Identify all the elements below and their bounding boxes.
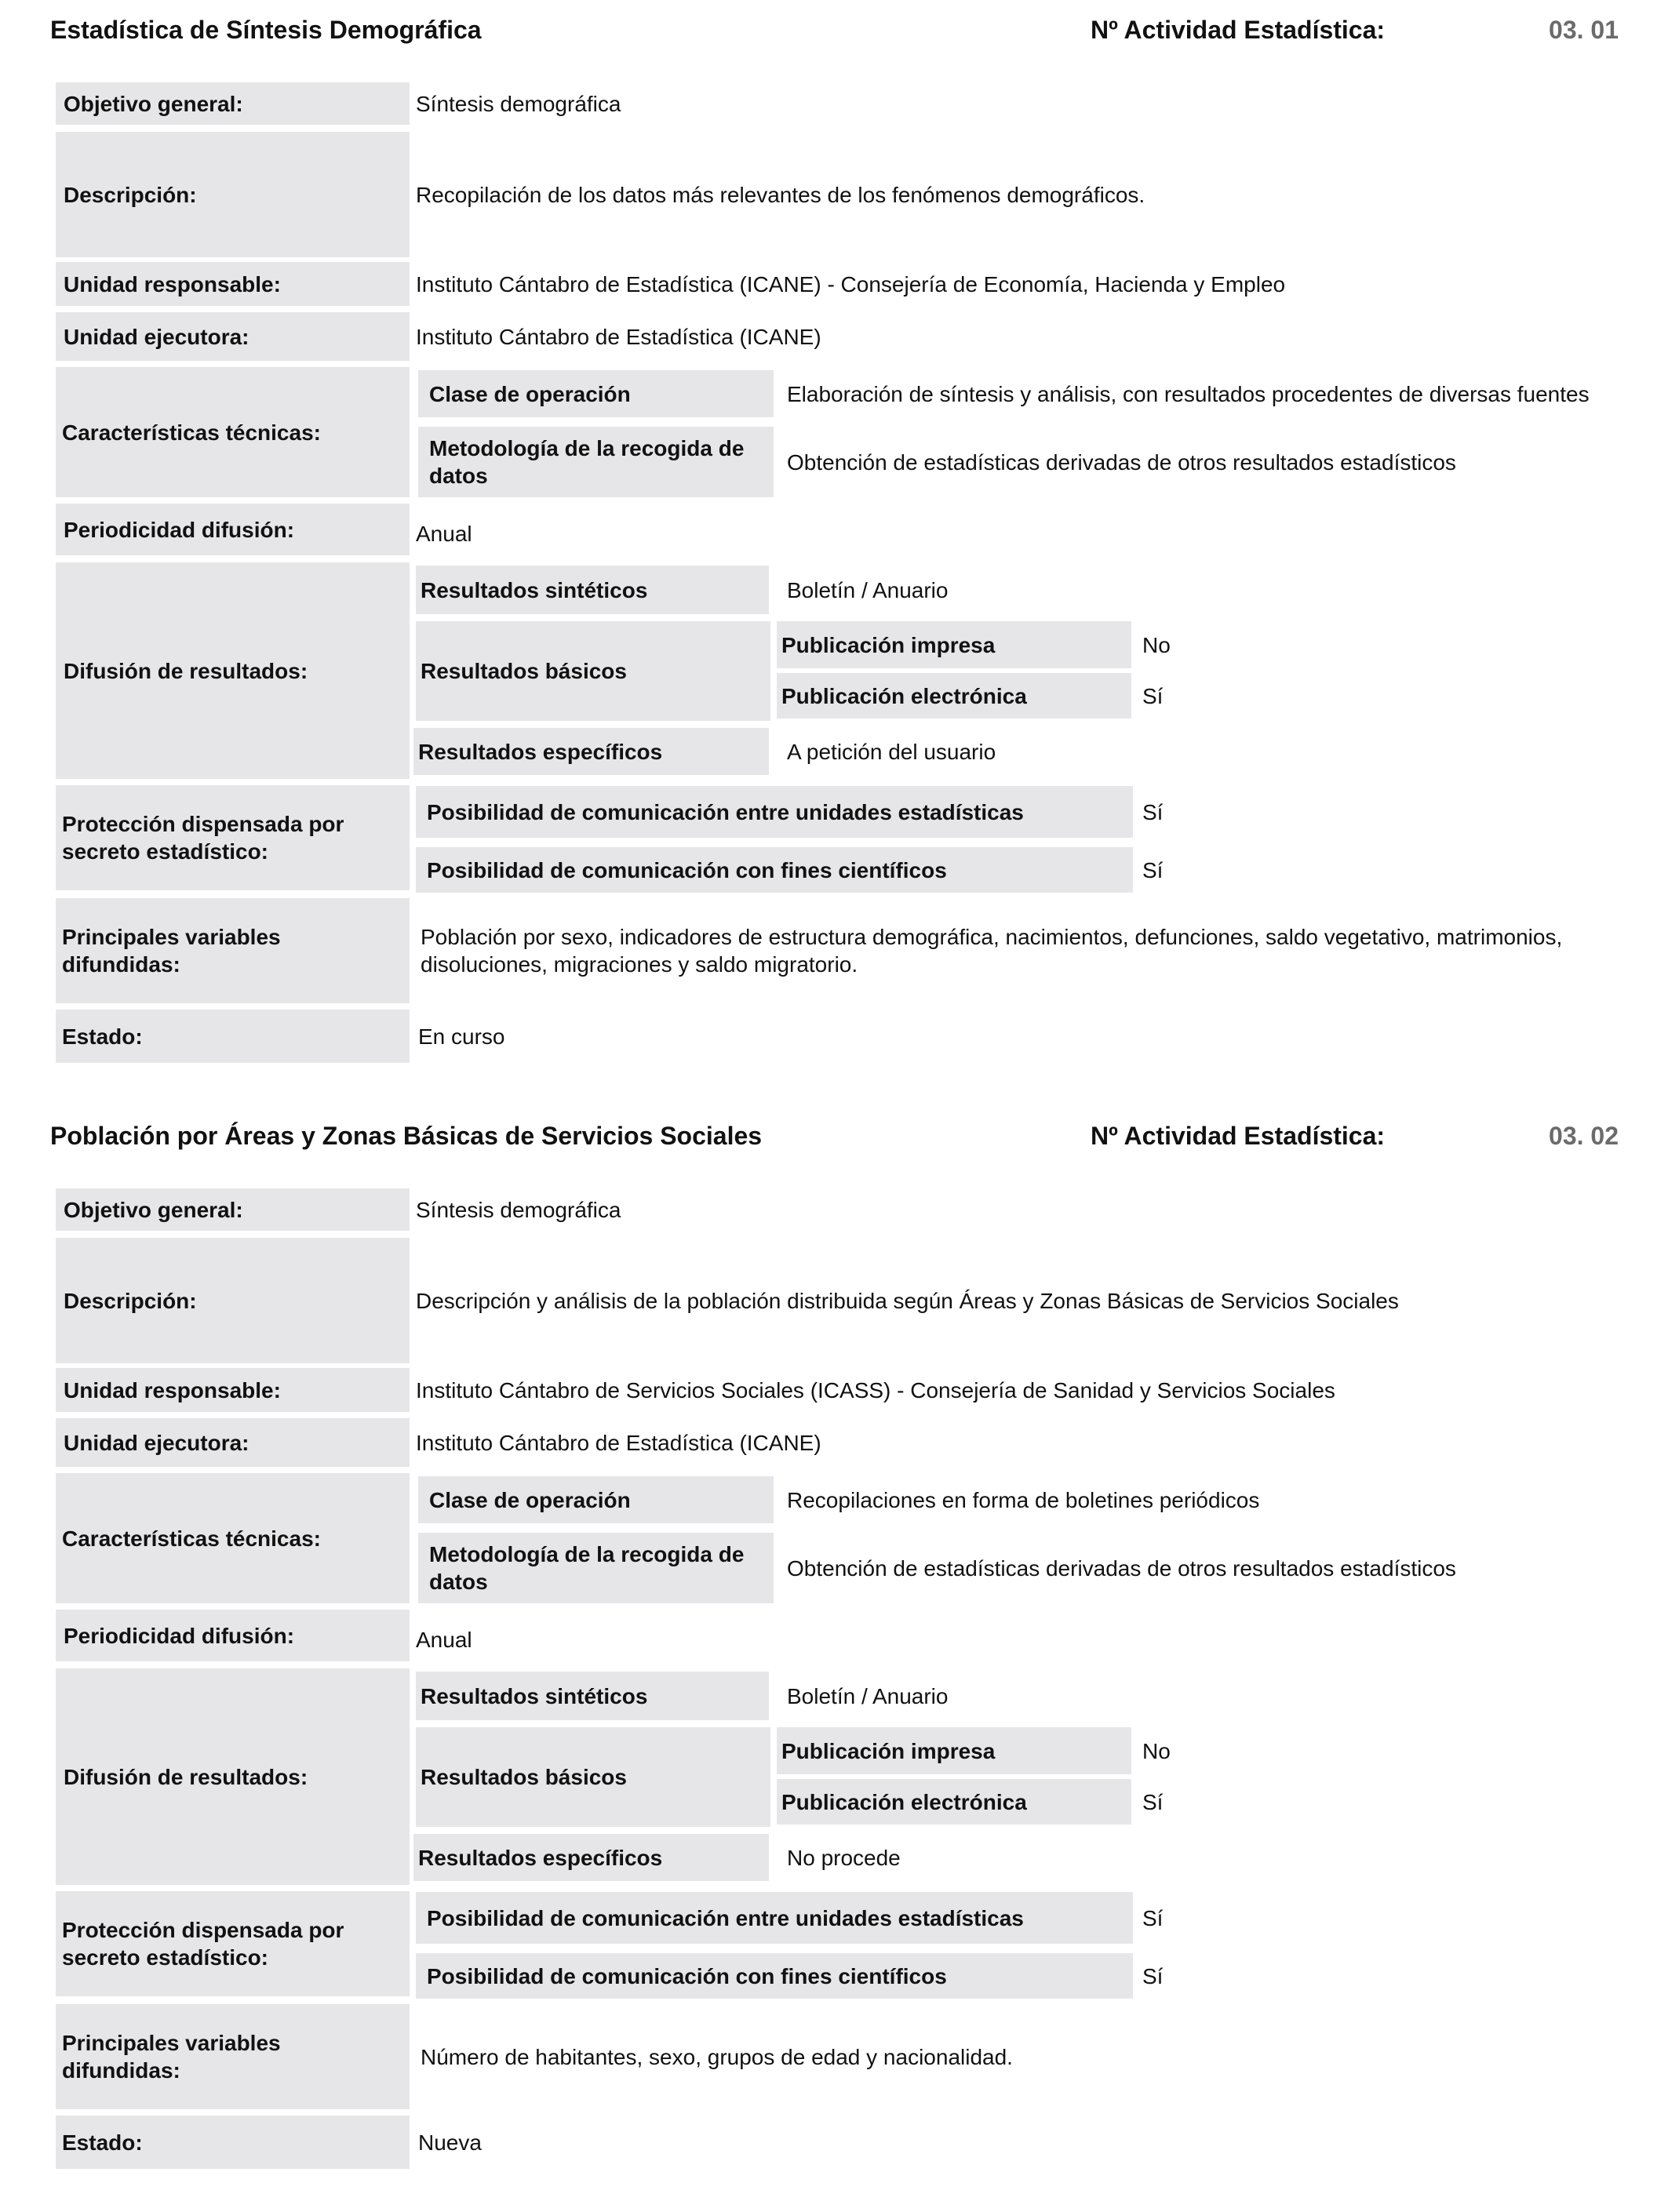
metodologia-label: Metodología de la recogida de datos xyxy=(418,1533,774,1603)
comunicacion-cientificos-label: Posibilidad de comunicación con fines científicos xyxy=(416,847,1133,893)
publicacion-electronica-value: Sí xyxy=(1142,683,1164,708)
resultados-especificos-value: No procede xyxy=(787,1845,901,1870)
activity-record xyxy=(0,1106,1668,2212)
estado-value: Nueva xyxy=(418,2130,482,2155)
activity-number-label: Nº Actividad Estadística: xyxy=(1091,1122,1386,1150)
publicacion-electronica-label: Publicación electrónica xyxy=(777,673,1131,719)
unidad-ejecutora-value: Instituto Cántabro de Estadística (ICANE) xyxy=(416,1430,821,1455)
caracteristicas-label: Características técnicas: xyxy=(56,367,410,497)
periodicidad-value: Anual xyxy=(416,521,472,546)
variables-value: Población por sexo, indicadores de estructura demográfica, nacimientos, defunciones, saldo vegetativo, matrimonios, disoluciones, migraciones y saldo migratorio. xyxy=(421,925,1563,977)
proteccion-label: Protección dispensada por secreto estadístico: xyxy=(56,1891,410,1996)
publicacion-impresa-label: Publicación impresa xyxy=(777,1727,1131,1774)
estado-label: Estado: xyxy=(56,1010,410,1063)
resultados-especificos-value: A petición del usuario xyxy=(787,739,996,764)
periodicidad-label: Periodicidad difusión: xyxy=(56,1610,410,1661)
activity-code: 03. 02 xyxy=(1549,1122,1619,1150)
comunicacion-unidades-value: Sí xyxy=(1142,1905,1164,1930)
estado-label: Estado: xyxy=(56,2116,410,2169)
publicacion-impresa-value: No xyxy=(1142,1738,1171,1763)
metodologia-value: Obtención de estadísticas derivadas de otros resultados estadísticos xyxy=(787,449,1456,475)
publicacion-electronica-value: Sí xyxy=(1142,1789,1164,1814)
comunicacion-cientificos-value: Sí xyxy=(1142,857,1164,882)
record-title: Población por Áreas y Zonas Básicas de Servicios Sociales xyxy=(50,1122,763,1150)
resultados-especificos-label: Resultados específicos xyxy=(413,1834,769,1881)
difusion-label: Difusión de resultados: xyxy=(56,562,410,779)
record-title: Estadística de Síntesis Demográfica xyxy=(50,16,482,44)
objetivo-value: Síntesis demográfica xyxy=(416,91,621,116)
objetivo-label: Objetivo general: xyxy=(56,82,410,125)
unidad-responsable-label: Unidad responsable: xyxy=(56,1368,410,1412)
unidad-responsable-value: Instituto Cántabro de Estadística (ICANE) - Consejería de Economía, Hacienda y Empleo xyxy=(416,271,1286,297)
variables-label: Principales variables difundidas: xyxy=(56,2004,410,2109)
variables-value: Número de habitantes, sexo, grupos de edad y nacionalidad. xyxy=(421,2044,1013,2069)
descripcion-label: Descripción: xyxy=(56,132,410,257)
publicacion-impresa-label: Publicación impresa xyxy=(777,621,1131,668)
resultados-sinteticos-label: Resultados sintéticos xyxy=(416,566,769,614)
comunicacion-unidades-label: Posibilidad de comunicación entre unidades estadísticas xyxy=(416,1892,1133,1944)
proteccion-label: Protección dispensada por secreto estadístico: xyxy=(56,785,410,890)
caracteristicas-label: Características técnicas: xyxy=(56,1473,410,1603)
unidad-ejecutora-label: Unidad ejecutora: xyxy=(56,312,410,361)
descripcion-label: Descripción: xyxy=(56,1238,410,1363)
objetivo-value: Síntesis demográfica xyxy=(416,1197,621,1222)
activity-number-label: Nº Actividad Estadística: xyxy=(1091,16,1386,44)
resultados-especificos-label: Resultados específicos xyxy=(413,728,769,775)
objetivo-label: Objetivo general: xyxy=(56,1188,410,1231)
clase-operacion-label: Clase de operación xyxy=(418,1476,774,1523)
comunicacion-cientificos-value: Sí xyxy=(1142,1963,1164,1988)
periodicidad-label: Periodicidad difusión: xyxy=(56,504,410,555)
descripcion-value: Descripción y análisis de la población distribuida según Áreas y Zonas Básicas de Servicios Sociales xyxy=(416,1288,1399,1313)
clase-operacion-value: Elaboración de síntesis y análisis, con resultados procedentes de diversas fuentes xyxy=(787,381,1590,406)
resultados-sinteticos-label: Resultados sintéticos xyxy=(416,1672,769,1720)
activity-code: 03. 01 xyxy=(1549,16,1619,44)
metodologia-value: Obtención de estadísticas derivadas de otros resultados estadísticos xyxy=(787,1555,1456,1581)
metodologia-label: Metodología de la recogida de datos xyxy=(418,427,774,497)
periodicidad-value: Anual xyxy=(416,1627,472,1652)
variables-label: Principales variables difundidas: xyxy=(56,898,410,1003)
resultados-basicos-label: Resultados básicos xyxy=(416,621,770,721)
unidad-ejecutora-label: Unidad ejecutora: xyxy=(56,1418,410,1467)
resultados-sinteticos-value: Boletín / Anuario xyxy=(787,577,949,602)
resultados-basicos-label: Resultados básicos xyxy=(416,1727,770,1827)
difusion-label: Difusión de resultados: xyxy=(56,1668,410,1885)
comunicacion-unidades-value: Sí xyxy=(1142,799,1164,824)
clase-operacion-label: Clase de operación xyxy=(418,370,774,417)
comunicacion-cientificos-label: Posibilidad de comunicación con fines científicos xyxy=(416,1953,1133,1999)
descripcion-value: Recopilación de los datos más relevantes de los fenómenos demográficos. xyxy=(416,182,1145,207)
unidad-responsable-label: Unidad responsable: xyxy=(56,262,410,306)
unidad-ejecutora-value: Instituto Cántabro de Estadística (ICANE) xyxy=(416,324,821,349)
clase-operacion-value: Recopilaciones en forma de boletines periódicos xyxy=(787,1487,1260,1512)
estado-value: En curso xyxy=(418,1024,505,1049)
unidad-responsable-value: Instituto Cántabro de Servicios Sociales (ICASS) - Consejería de Sanidad y Servicios Sociales xyxy=(416,1377,1335,1403)
publicacion-impresa-value: No xyxy=(1142,632,1171,657)
publicacion-electronica-label: Publicación electrónica xyxy=(777,1779,1131,1825)
resultados-sinteticos-value: Boletín / Anuario xyxy=(787,1683,949,1708)
comunicacion-unidades-label: Posibilidad de comunicación entre unidades estadísticas xyxy=(416,786,1133,838)
